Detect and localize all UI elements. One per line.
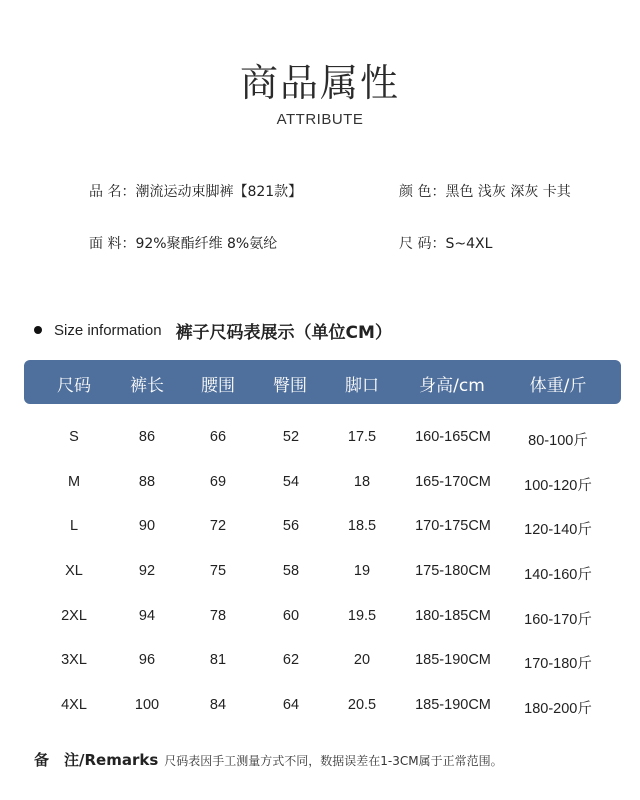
- table-row: [0, 429, 640, 451]
- table-cell: 17.5: [347, 429, 377, 445]
- attr-label: 面 料：: [89, 236, 136, 252]
- attr-product-name: [89, 181, 302, 201]
- column-header: 臀围: [273, 376, 307, 396]
- table-cell: 185-190CM: [415, 652, 491, 668]
- attr-label: 尺 码：: [399, 236, 446, 252]
- remarks-label: 备 注/Remarks: [34, 751, 159, 769]
- table-cell: 75: [209, 563, 227, 579]
- table-row: [0, 652, 640, 674]
- table-cell: 66: [209, 429, 227, 445]
- table-cell: 185-190CM: [415, 697, 491, 713]
- table-cell: 140-160斤: [524, 567, 592, 583]
- table-cell: 165-170CM: [415, 474, 491, 490]
- page-subtitle: ATTRIBUTE: [276, 111, 364, 128]
- column-header: 裤长: [130, 376, 164, 396]
- page-title: 商品属性: [239, 61, 400, 105]
- table-cell: 90: [138, 518, 156, 534]
- attr-value: S~4XL: [445, 236, 493, 252]
- table-cell: 4XL: [61, 697, 87, 713]
- attr-material: [89, 233, 277, 253]
- table-cell: 18.5: [347, 518, 377, 534]
- table-cell: 180-185CM: [415, 608, 491, 624]
- table-cell: L: [69, 518, 79, 534]
- size-table-header: [24, 360, 621, 404]
- table-cell: 20: [353, 652, 371, 668]
- attr-value: 92%聚酯纤维 8%氨纶: [135, 236, 278, 252]
- table-cell: S: [69, 429, 79, 445]
- table-cell: 175-180CM: [415, 563, 491, 579]
- table-cell: 52: [282, 429, 300, 445]
- table-cell: 120-140斤: [524, 522, 592, 538]
- table-cell: 84: [209, 697, 227, 713]
- table-cell: M: [67, 474, 81, 490]
- table-cell: 160-165CM: [415, 429, 491, 445]
- table-cell: 80-100斤: [528, 433, 588, 449]
- table-cell: 18: [353, 474, 371, 490]
- column-header: 脚口: [345, 376, 379, 396]
- table-cell: 170-175CM: [415, 518, 491, 534]
- table-cell: 54: [282, 474, 300, 490]
- column-header: 身高/cm: [419, 376, 485, 396]
- attr-label: 颜 色：: [399, 184, 446, 200]
- table-cell: 69: [209, 474, 227, 490]
- table-cell: 20.5: [347, 697, 377, 713]
- table-cell: 72: [209, 518, 227, 534]
- table-cell: XL: [65, 563, 83, 579]
- table-cell: 100-120斤: [524, 478, 592, 494]
- table-cell: 100: [134, 697, 160, 713]
- column-header: 体重/斤: [529, 376, 587, 396]
- column-header: 腰围: [201, 376, 235, 396]
- table-cell: 60: [282, 608, 300, 624]
- table-cell: 58: [282, 563, 300, 579]
- attr-label: 品 名：: [89, 184, 136, 200]
- attr-size: [399, 233, 492, 253]
- table-cell: 2XL: [61, 608, 87, 624]
- remarks: [34, 749, 503, 770]
- table-row: [0, 697, 640, 719]
- section-title-cn: 裤子尺码表展示（单位CM）: [175, 322, 392, 343]
- table-cell: 180-200斤: [524, 701, 592, 717]
- table-row: [0, 518, 640, 540]
- table-cell: 88: [138, 474, 156, 490]
- table-cell: 62: [282, 652, 300, 668]
- table-cell: 94: [138, 608, 156, 624]
- table-row: [0, 563, 640, 585]
- table-cell: 56: [282, 518, 300, 534]
- table-cell: 3XL: [61, 652, 87, 668]
- table-cell: 170-180斤: [524, 656, 592, 672]
- table-row: [0, 608, 640, 630]
- table-cell: 81: [209, 652, 227, 668]
- table-cell: 92: [138, 563, 156, 579]
- table-cell: 86: [138, 429, 156, 445]
- remarks-text: 尺码表因手工测量方式不同，数据误差在1-3CM属于正常范围。: [164, 754, 503, 768]
- attr-color: [399, 181, 571, 201]
- table-cell: 64: [282, 697, 300, 713]
- table-cell: 96: [138, 652, 156, 668]
- table-row: [0, 474, 640, 496]
- table-cell: 160-170斤: [524, 612, 592, 628]
- attr-value: 潮流运动束脚裤【821款】: [135, 184, 303, 200]
- section-title-en: Size information: [54, 321, 162, 339]
- table-cell: 19: [353, 563, 371, 579]
- column-header: 尺码: [57, 376, 91, 396]
- size-section-heading: [34, 318, 392, 342]
- bullet-icon: [34, 326, 42, 334]
- attr-value: 黑色 浅灰 深灰 卡其: [445, 184, 571, 200]
- table-cell: 78: [209, 608, 227, 624]
- table-cell: 19.5: [347, 608, 377, 624]
